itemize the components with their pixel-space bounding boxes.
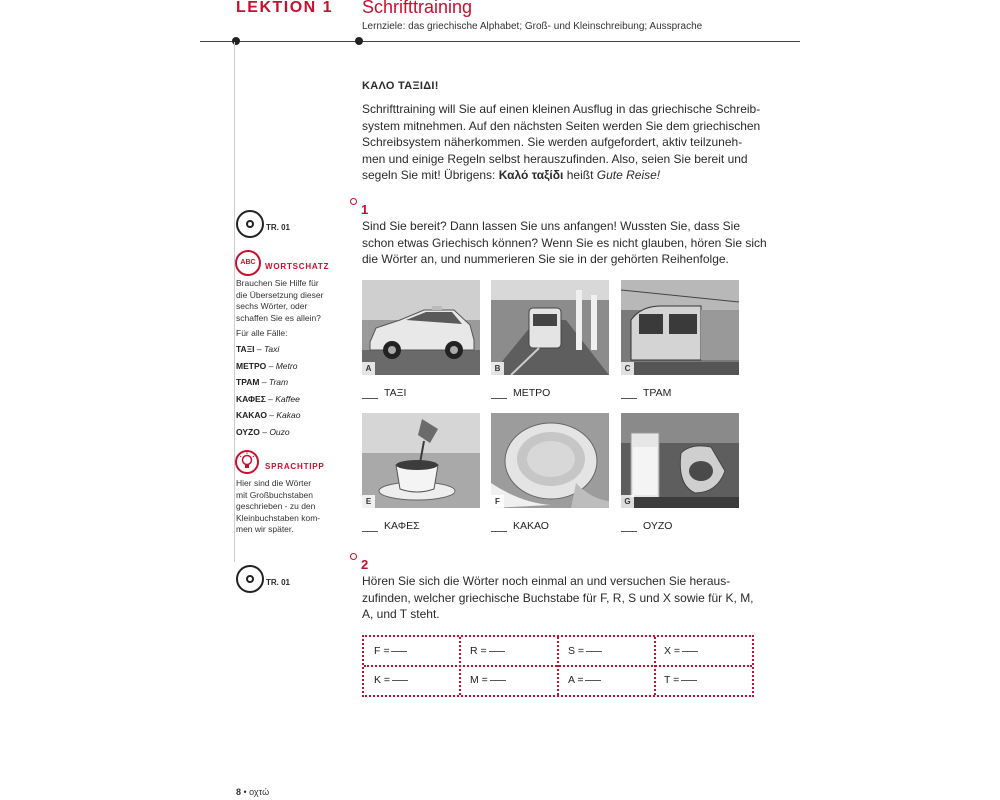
exercise-1-line: die Wörter an, und nummerieren Sie sie in der gehörten Reihenfolge. bbox=[362, 252, 729, 267]
vocab-german: Kaffee bbox=[275, 394, 300, 404]
answer-blank[interactable] bbox=[621, 531, 637, 532]
vocab-dash: – bbox=[266, 410, 277, 420]
photo-letter: C bbox=[621, 362, 634, 375]
vocab-item bbox=[236, 377, 288, 387]
sidebar-line: sechs Wörter, oder bbox=[236, 301, 308, 311]
exercise-2-number: 2 bbox=[361, 557, 369, 572]
answer-blank[interactable] bbox=[491, 398, 507, 399]
vocab-dash: – bbox=[265, 394, 276, 404]
photo-letter: B bbox=[491, 362, 504, 375]
caption-kafes bbox=[362, 520, 420, 532]
answer-blank[interactable] bbox=[362, 531, 378, 532]
exercise-1-line: schon etwas Griechisch können? Wenn Sie es nicht glauben, hören Sie sich bbox=[362, 235, 767, 250]
photo-letter: A bbox=[362, 362, 375, 375]
exercise-1-instructions bbox=[362, 218, 782, 268]
answer-blank[interactable] bbox=[491, 531, 507, 532]
exercise-2-line: Hören Sie sich die Wörter noch einmal an und versuchen Sie heraus- bbox=[362, 574, 731, 588]
caption-word: ΚΑΦΕΣ bbox=[384, 520, 420, 532]
sprachtipp-heading: SPRACHTIPP bbox=[265, 462, 325, 471]
cell-label: M = bbox=[470, 674, 488, 686]
cell-label: K = bbox=[374, 674, 391, 686]
table-cell[interactable] bbox=[568, 667, 663, 694]
header-dot-right bbox=[355, 37, 363, 45]
vocab-item bbox=[236, 394, 300, 404]
exercise-audio-marker bbox=[350, 553, 357, 560]
exercise-2-instructions bbox=[362, 573, 782, 623]
vocab-german: Ouzo bbox=[269, 427, 290, 437]
track-label: TR. 01 bbox=[266, 223, 291, 232]
photo-tram bbox=[621, 280, 739, 375]
sidebar-divider bbox=[234, 42, 235, 562]
lesson-label: LEKTION 1 bbox=[236, 0, 334, 16]
intro-text: heißt bbox=[563, 168, 597, 183]
intro-line: Schreibsystem näherkommen. Sie werden aufgefordert, aktiv teilzuneh- bbox=[362, 135, 743, 150]
intro-line-last bbox=[362, 167, 782, 184]
photo-letter: F bbox=[491, 495, 504, 508]
table-cell[interactable] bbox=[374, 638, 469, 665]
exercise-2-line: A, und T steht. bbox=[362, 607, 440, 622]
vocab-greek: ΟΥΖΟ bbox=[236, 427, 260, 437]
cell-label: R = bbox=[470, 645, 487, 657]
sidebar-line: Hier sind die Wörter bbox=[236, 478, 312, 488]
page-word: οχτώ bbox=[249, 787, 270, 797]
page-title: Schrifttraining bbox=[362, 0, 473, 17]
vocab-dash: – bbox=[266, 361, 276, 371]
vocab-greek: ΚΑΚΑΟ bbox=[236, 410, 267, 420]
vocab-greek: ΤΑΞΙ bbox=[236, 344, 255, 354]
photo-letter: E bbox=[362, 495, 375, 508]
table-cell[interactable] bbox=[374, 667, 469, 694]
abc-icon: ABC bbox=[235, 250, 261, 276]
photo-cocoa bbox=[491, 413, 609, 508]
vocab-greek: ΤΡΑΜ bbox=[236, 377, 260, 387]
table-cell[interactable] bbox=[664, 667, 759, 694]
footer-separator: • bbox=[241, 787, 250, 797]
intro-line: Schrifttraining will Sie auf einen kleinen Ausflug in das griechische Schreib- bbox=[362, 102, 761, 116]
intro-line: men und einige Regeln selbst herauszufinden. Also, seien Sie bereit und bbox=[362, 151, 748, 166]
caption-taxi bbox=[362, 387, 406, 399]
cell-label: A = bbox=[568, 674, 584, 686]
caption-word: ΜΕΤΡΟ bbox=[513, 387, 551, 399]
audio-cd-icon[interactable] bbox=[236, 565, 264, 593]
caption-kakao bbox=[491, 520, 549, 532]
sidebar-line: geschrieben - zu den bbox=[236, 501, 316, 511]
vocab-item bbox=[236, 410, 301, 420]
vocab-greek: ΜΕΤΡΟ bbox=[236, 361, 267, 371]
sidebar-line: men wir später. bbox=[236, 524, 294, 534]
cell-label: T = bbox=[664, 674, 680, 686]
wortschatz-text bbox=[236, 278, 336, 324]
sidebar-line: Brauchen Sie Hilfe für bbox=[236, 278, 319, 288]
caption-ouzo bbox=[621, 520, 672, 532]
audio-cd-icon[interactable] bbox=[236, 210, 264, 238]
cell-label: S = bbox=[568, 645, 585, 657]
table-cell[interactable] bbox=[470, 667, 565, 694]
vocab-german: Tram bbox=[268, 377, 289, 387]
sprachtipp-text bbox=[236, 478, 336, 536]
intro-heading: ΚΑΛΟ ΤΑΞΙΔΙ! bbox=[362, 80, 439, 92]
vocab-dash: – bbox=[259, 377, 269, 387]
sidebar-line: Kleinbuchstaben kom- bbox=[236, 512, 321, 523]
photo-coffee bbox=[362, 413, 480, 508]
intro-greek-phrase: Καλό ταξίδι bbox=[498, 168, 564, 183]
exercise-audio-marker bbox=[350, 198, 357, 205]
photo-metro bbox=[491, 280, 609, 375]
caption-word: ΤΑΞΙ bbox=[384, 387, 407, 399]
letter-mapping-table bbox=[362, 635, 754, 697]
answer-blank[interactable] bbox=[621, 398, 637, 399]
exercise-1-line: Sind Sie bereit? Dann lassen Sie uns anfangen! Wussten Sie, dass Sie bbox=[362, 219, 741, 233]
wortschatz-heading: WORTSCHATZ bbox=[265, 262, 330, 271]
for-all-label: Für alle Fälle: bbox=[236, 328, 288, 338]
vocab-item bbox=[236, 344, 279, 354]
vocab-german: Kakao bbox=[276, 410, 301, 420]
table-cell[interactable] bbox=[568, 638, 663, 665]
answer-blank[interactable] bbox=[585, 680, 601, 681]
answer-blank[interactable] bbox=[586, 651, 602, 652]
vocab-item bbox=[236, 427, 290, 437]
vocab-dash: – bbox=[254, 344, 264, 354]
photo-taxi bbox=[362, 280, 480, 375]
lightbulb-icon bbox=[235, 450, 259, 474]
answer-blank[interactable] bbox=[682, 651, 698, 652]
vocab-german: Metro bbox=[275, 361, 298, 371]
table-cell[interactable] bbox=[470, 638, 565, 665]
caption-word: ΚΑΚΑΟ bbox=[513, 520, 549, 532]
caption-word: ΟΥΖΟ bbox=[643, 520, 673, 532]
intro-translation: Gute Reise! bbox=[596, 168, 661, 183]
answer-blank[interactable] bbox=[681, 680, 697, 681]
photo-letter: G bbox=[621, 495, 634, 508]
caption-tram bbox=[621, 387, 671, 399]
vocab-greek: ΚΑΦΕΣ bbox=[236, 394, 266, 404]
exercise-2-line: zufinden, welcher griechische Buchstabe für F, R, S und X sowie für K, M, bbox=[362, 590, 754, 605]
intro-line: system mitnehmen. Auf den nächsten Seiten werden Sie dem griechischen bbox=[362, 118, 761, 133]
answer-blank[interactable] bbox=[490, 680, 506, 681]
track-label: TR. 01 bbox=[266, 578, 291, 587]
photo-ouzo bbox=[621, 413, 739, 508]
sidebar-line: schaffen Sie es allein? bbox=[236, 312, 321, 323]
intro-paragraph bbox=[362, 101, 782, 184]
cell-label: F = bbox=[374, 645, 390, 657]
exercise-1-number: 1 bbox=[361, 202, 369, 217]
intro-text: segeln Sie mit! Übrigens: bbox=[362, 168, 499, 183]
sidebar-line: die Übersetzung dieser bbox=[236, 289, 324, 300]
vocab-german: Taxi bbox=[264, 344, 280, 354]
page-footer bbox=[236, 787, 269, 797]
vocab-item bbox=[236, 361, 297, 371]
header-rule bbox=[200, 41, 800, 42]
sidebar-line: mit Großbuchstaben bbox=[236, 489, 314, 500]
vocab-dash: – bbox=[259, 427, 270, 437]
answer-blank[interactable] bbox=[391, 651, 407, 652]
answer-blank[interactable] bbox=[392, 680, 408, 681]
answer-blank[interactable] bbox=[489, 651, 505, 652]
caption-word: ΤΡΑΜ bbox=[643, 387, 672, 399]
cell-label: X = bbox=[664, 645, 681, 657]
table-cell[interactable] bbox=[664, 638, 759, 665]
answer-blank[interactable] bbox=[362, 398, 378, 399]
page-subtitle: Lernziele: das griechische Alphabet; Groß- und Kleinschreibung; Aussprache bbox=[362, 21, 703, 32]
caption-metro bbox=[491, 387, 550, 399]
page-number: 8 bbox=[236, 787, 242, 797]
